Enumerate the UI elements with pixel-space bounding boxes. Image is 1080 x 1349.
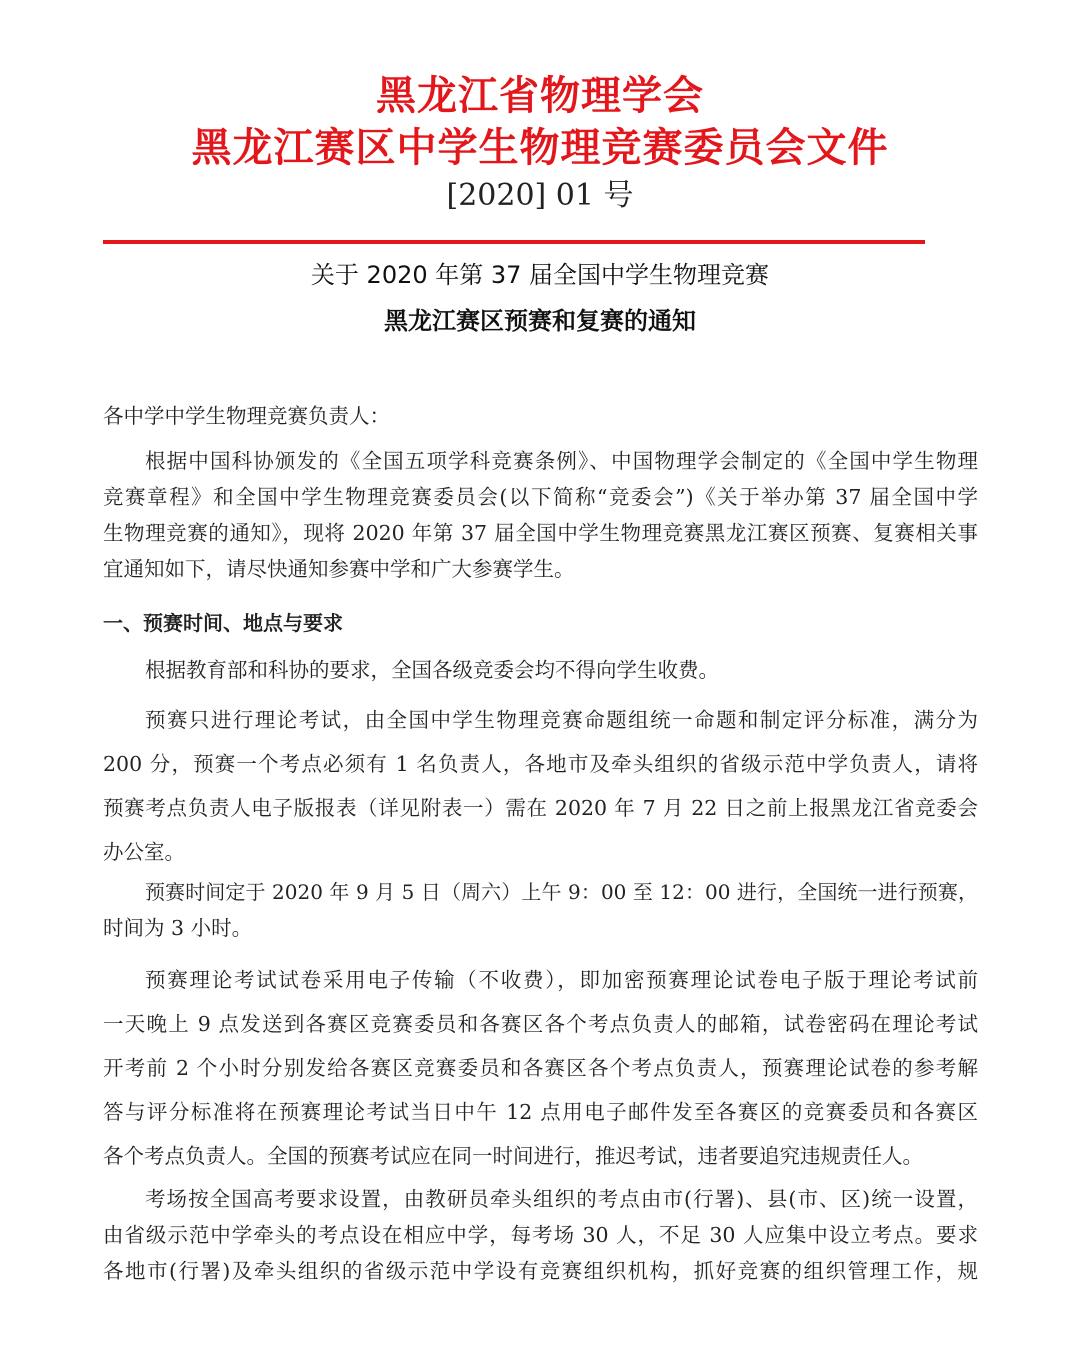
section-heading-text: 一、预赛时间、地点与要求: [103, 611, 343, 635]
paragraph-paper-transmission: [103, 958, 978, 1178]
paragraph-intro: [103, 443, 978, 587]
paragraph-line: 预赛只进行理论考试，由全国中学生物理竞赛命题组统一命题和制定评分标准，满分为: [145, 708, 978, 732]
issuer-title-line1: 黑龙江省物理学会: [376, 73, 704, 119]
paragraph-line: 200 分，预赛一个考点必须有 1 名负责人，各地市及牵头组织的省级示范中学负责人，请将: [103, 752, 978, 776]
paragraph-line: 竞赛章程》和全国中学生物理竞赛委员会(以下简称“竞委会”)《关于举办第 37 届全国中学: [103, 485, 978, 509]
paragraph-line: 一天晚上 9 点发送到各赛区竞赛委员和各赛区各个考点负责人的邮箱，试卷密码在理论考试: [103, 1012, 978, 1036]
paragraph-line: 时间为 3 小时。: [103, 916, 253, 940]
paragraph-line: 预赛考点负责人电子版报表（详见附表一）需在 2020 年 7 月 22 日之前上报黑龙江省竞委会: [103, 796, 978, 820]
paragraph-line: 各个考点负责人。全国的预赛考试应在同一时间进行，推迟考试，违者要追究违规责任人。: [103, 1144, 923, 1168]
paragraph-line: 答与评分标准将在预赛理论考试当日中午 12 点用电子邮件发至各赛区的竞赛委员和各赛区: [103, 1100, 978, 1124]
paragraph-line: 考场按全国高考要求设置，由教研员牵头组织的考点由市(行署)、县(市、区)统一设置，: [145, 1187, 978, 1211]
paragraph-fees: [103, 652, 978, 688]
salutation-text: 各中学中学生物理竞赛负责人：: [103, 404, 390, 428]
notice-title-line2: 黑龙江赛区预赛和复赛的通知: [384, 307, 696, 335]
paragraph-preliminary-exam: [103, 698, 978, 874]
notice-title-line1: 关于 2020 年第 37 届全国中学生物理竞赛: [310, 261, 770, 289]
paragraph-line: 预赛理论考试试卷采用电子传输（不收费），即加密预赛理论试卷电子版于理论考试前: [145, 968, 978, 992]
section-heading: [103, 605, 978, 641]
red-header-divider: [103, 240, 925, 244]
paragraph-exam-time: [103, 874, 978, 946]
issuer-title-line2: 黑龙江赛区中学生物理竞赛委员会文件: [191, 125, 889, 171]
paragraph-line: 办公室。: [103, 840, 185, 864]
paragraph-line: 预赛时间定于 2020 年 9 月 5 日（周六）上午 9：00 至 12：00 进行，全国统一进行预赛，: [145, 880, 978, 904]
document-number: [2020] 01 号: [446, 178, 634, 213]
salutation: [103, 398, 978, 434]
paragraph-line: 由省级示范中学牵头的考点设在相应中学，每考场 30 人，不足 30 人应集中设立考点。要求: [103, 1223, 978, 1247]
paragraph-exam-venue: [103, 1181, 978, 1289]
paragraph-line: 根据中国科协颁发的《全国五项学科竞赛条例》、中国物理学会制定的《全国中学生物理: [145, 449, 978, 473]
paragraph-line: 各地市(行署)及牵头组织的省级示范中学设有竞赛组织机构，抓好竞赛的组织管理工作，规: [103, 1259, 978, 1283]
paragraph-line: 开考前 2 个小时分别发给各赛区竞赛委员和各赛区各个考点负责人，预赛理论试卷的参考解: [103, 1056, 978, 1080]
paragraph-line: 根据教育部和科协的要求，全国各级竞委会均不得向学生收费。: [145, 658, 719, 682]
paragraph-line: 宜通知如下，请尽快通知参赛中学和广大参赛学生。: [103, 557, 575, 581]
paragraph-line: 生物理竞赛的通知》，现将 2020 年第 37 届全国中学生物理竞赛黑龙江赛区预赛、复赛相关事: [103, 521, 978, 545]
